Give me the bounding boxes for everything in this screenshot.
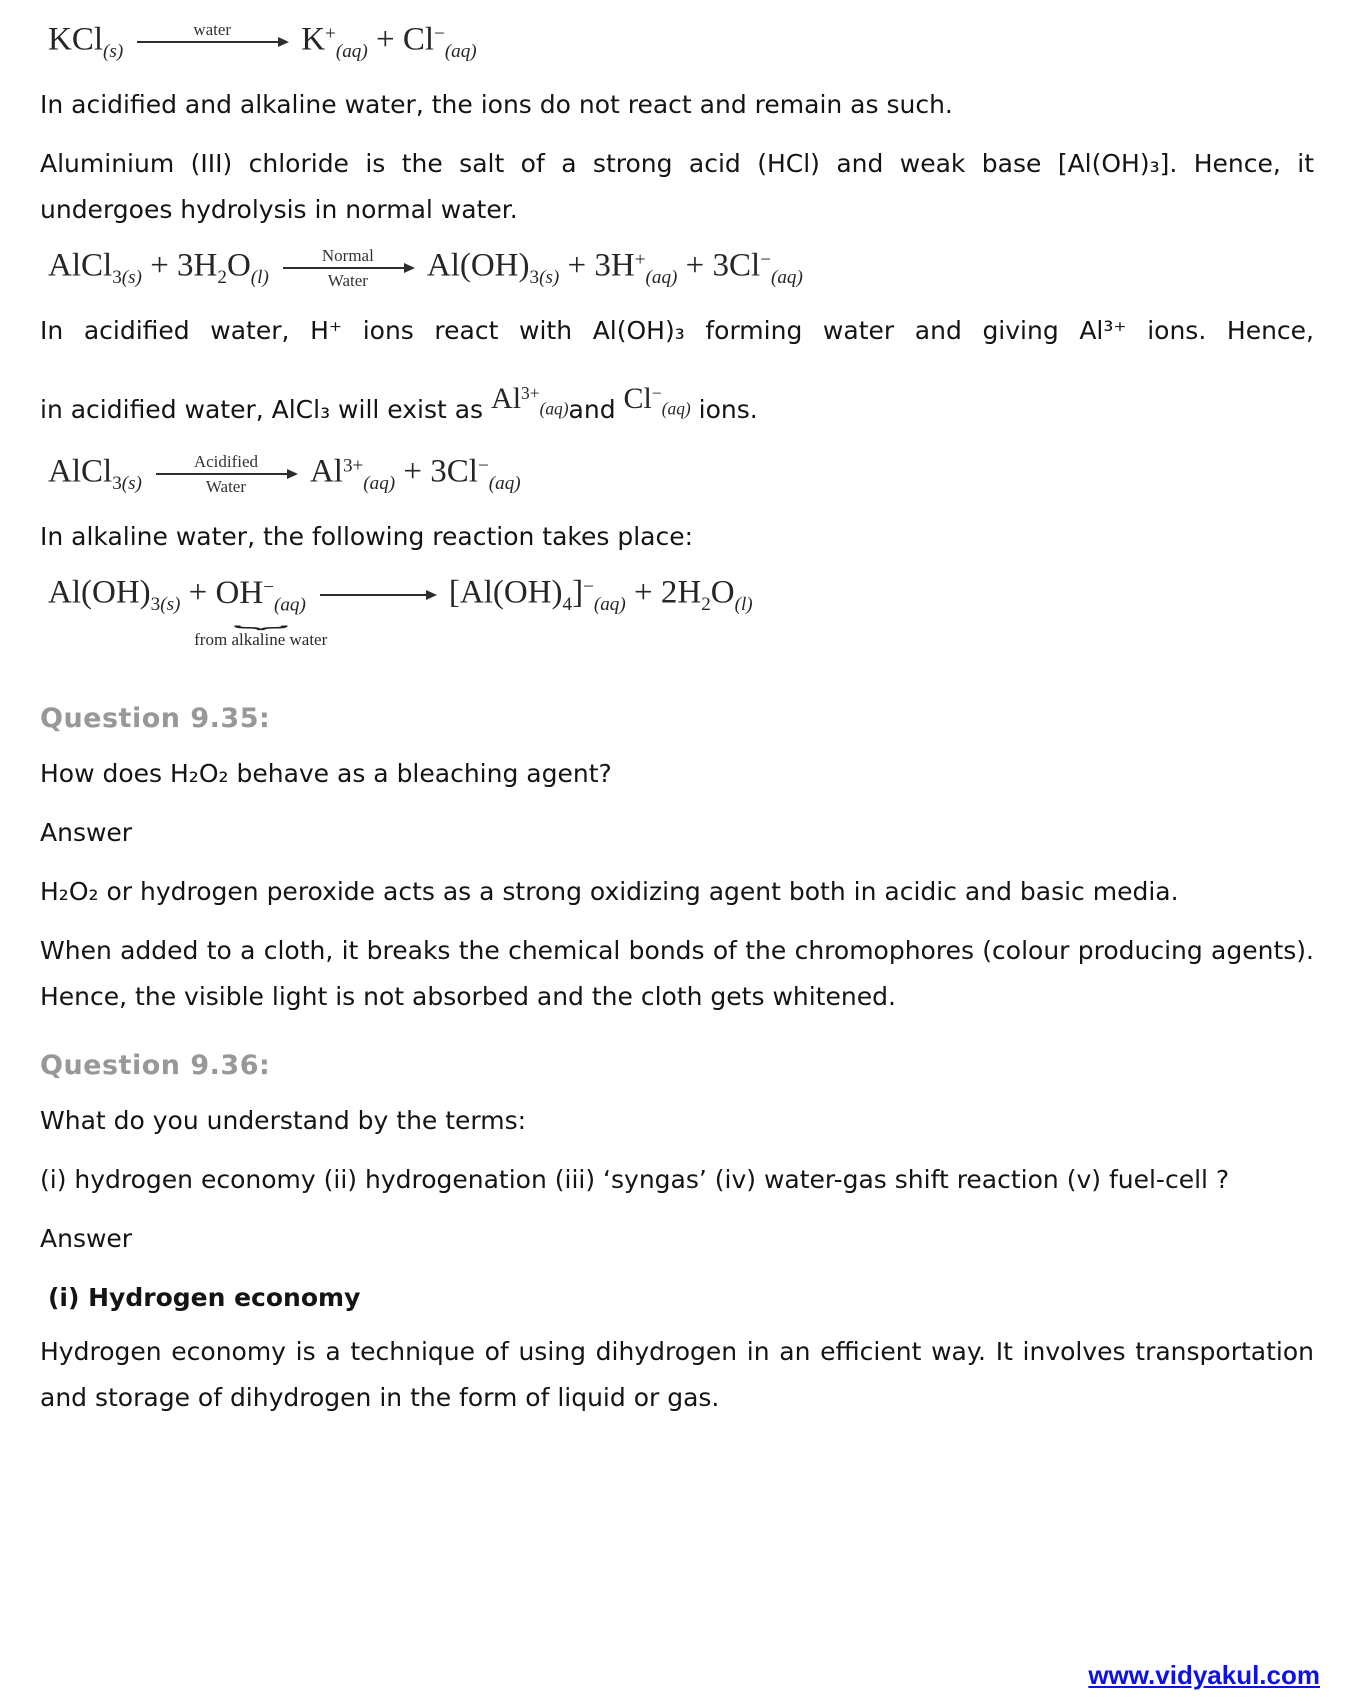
eq-state-subscript: (s) <box>121 266 142 288</box>
eq-text: + 2H <box>625 574 702 611</box>
answer-9-35-paragraph-1: H₂O₂ or hydrogen peroxide acts as a strong oxidizing agent both in acidic and basic media. <box>40 877 1179 907</box>
eq-text: KCl <box>48 21 104 58</box>
arrow-label-below <box>375 598 379 617</box>
eq-state-subscript: (s) <box>160 593 181 615</box>
reaction-arrow-icon <box>156 452 296 496</box>
part-i-hydrogen-economy-heading: (i) Hydrogen economy <box>48 1283 361 1313</box>
eq-state-subscript: (aq) <box>539 398 569 419</box>
part-i-hydrogen-economy-text: Hydrogen economy is a technique of using dihydrogen in an efficient way. It involves transportation and storage of dihydrogen in the form of liquid or gas. <box>40 1337 1314 1413</box>
answer-9-35-paragraph-2: When added to a cloth, it breaks the chemical bonds of the chromophores (colour producing agents). Hence, the visible light is not absorbed and the cloth gets whitened. <box>40 936 1314 1012</box>
eq-text: ] <box>572 574 584 611</box>
eq-state-subscript: (aq) <box>661 398 691 419</box>
equation-aloh3-alkaline-water <box>48 573 1314 673</box>
text-will-exist-as: in acidified water, AlCl₃ will exist as <box>40 395 484 425</box>
eq-superscript: + <box>634 249 646 271</box>
eq-text: Al <box>491 382 522 416</box>
arrow-label-above <box>375 573 379 592</box>
arrow-label-below: Water <box>327 271 368 290</box>
eq-state-subscript: (aq) <box>335 40 368 62</box>
question-9-36-line1: What do you understand by the terms: <box>40 1106 527 1136</box>
eq-text: [Al(OH) <box>448 574 563 611</box>
eq-state-subscript: (s) <box>539 266 560 288</box>
eq-subscript: 2 <box>701 593 711 615</box>
reaction-arrow-icon <box>320 573 435 617</box>
arrow-label-above: Normal <box>321 246 374 265</box>
underbrace-label: from alkaline water <box>194 629 328 649</box>
eq-text: + Cl <box>367 21 435 58</box>
arrow-label-below: Water <box>205 477 247 497</box>
arrow-line <box>156 473 296 475</box>
paragraph-acidified-line1: In acidified water, H⁺ ions react with Al(OH)₃ forming water and giving Al³⁺ ions. Hence, <box>40 316 1314 345</box>
eq-state-subscript: (aq) <box>488 472 521 494</box>
arrow-label-above: Acidified <box>193 452 259 472</box>
inline-formula-al3plus <box>491 367 569 435</box>
eq-superscript: − <box>477 455 489 477</box>
eq-text: + <box>180 574 216 611</box>
text-ions: ions. <box>698 395 758 425</box>
reaction-arrow-icon <box>137 20 287 64</box>
arrow-line <box>320 594 435 596</box>
eq-text: + 3Cl <box>677 247 761 284</box>
arrow-label-below <box>210 45 214 64</box>
eq-text: + 3Cl <box>395 453 478 490</box>
eq-state-subscript: (aq) <box>770 266 803 288</box>
question-9-36-heading: Question 9.36: <box>40 1050 271 1082</box>
question-9-35-heading: Question 9.35: <box>40 703 271 735</box>
eq-text: + 3H <box>559 247 635 284</box>
paragraph-ions-no-react: In acidified and alkaline water, the ions do not react and remain as such. <box>40 90 953 119</box>
underbrace-icon: ⏟ <box>233 604 289 629</box>
equation-alcl3-normal-water <box>48 246 1314 290</box>
eq-text: Al(OH) <box>48 574 151 611</box>
underbrace-group <box>194 574 328 649</box>
eq-text: AlCl <box>48 453 113 490</box>
eq-subscript: 4 <box>562 593 573 615</box>
eq-text: AlCl <box>48 247 113 284</box>
eq-superscript: − <box>651 383 662 403</box>
eq-state-subscript: (s) <box>121 472 142 494</box>
eq-superscript: − <box>434 23 445 45</box>
eq-superscript: 3+ <box>521 383 540 403</box>
eq-text: OH <box>215 574 264 611</box>
text-and: and <box>568 395 616 425</box>
eq-text: Cl <box>623 382 652 416</box>
eq-text: O <box>226 247 251 284</box>
question-9-36-line2: (i) hydrogen economy (ii) hydrogenation (iii) ‘syngas’ (iv) water-gas shift reaction (v) fuel-cell ? <box>40 1165 1230 1195</box>
arrow-line <box>137 41 287 43</box>
vidyakul-link[interactable]: www.vidyakul.com <box>1088 1660 1320 1690</box>
eq-state-subscript: (aq) <box>593 593 626 615</box>
arrow-label-above: water <box>193 20 232 39</box>
equation-kcl-dissociation <box>48 20 1314 64</box>
eq-text: K <box>301 21 326 58</box>
eq-state-subscript: (aq) <box>274 593 306 615</box>
eq-superscript: − <box>263 576 274 598</box>
paragraph-acidified-line2 <box>40 367 1314 436</box>
eq-subscript: 3 <box>529 266 540 288</box>
arrow-line <box>283 267 413 269</box>
eq-state-subscript: (l) <box>250 266 269 288</box>
eq-state-subscript: (aq) <box>363 472 396 494</box>
eq-superscript: − <box>583 576 594 598</box>
eq-state-subscript: (aq) <box>444 40 477 62</box>
eq-superscript: 3+ <box>342 455 364 477</box>
answer-label-9-35: Answer <box>40 818 133 848</box>
question-9-35-text: How does H₂O₂ behave as a bleaching agent? <box>40 759 612 789</box>
eq-text: O <box>710 574 735 611</box>
eq-state-subscript: (l) <box>734 593 753 615</box>
inline-formula-cl-minus <box>624 367 691 435</box>
eq-subscript: 2 <box>217 266 227 288</box>
answer-label-9-36: Answer <box>40 1224 133 1254</box>
paragraph-aluminium-chloride: Aluminium (III) chloride is the salt of a strong acid (HCl) and weak base [Al(OH)₃]. Hence, it undergoes hydrolysis in normal water. <box>40 149 1314 224</box>
eq-subscript: 3 <box>112 266 122 288</box>
eq-subscript: 3 <box>150 593 161 615</box>
eq-text: Al <box>309 453 343 490</box>
eq-state-subscript: (aq) <box>645 266 678 288</box>
equation-alcl3-acidified-water <box>48 452 1314 496</box>
eq-subscript: 3 <box>112 472 122 494</box>
paragraph-alkaline-intro: In alkaline water, the following reaction takes place: <box>40 522 694 552</box>
eq-text: + 3H <box>141 247 218 284</box>
eq-superscript: + <box>325 23 336 45</box>
eq-state-subscript: (s) <box>103 40 124 62</box>
eq-text: Al(OH) <box>426 247 530 284</box>
reaction-arrow-icon <box>283 246 413 290</box>
eq-superscript: − <box>760 249 771 271</box>
